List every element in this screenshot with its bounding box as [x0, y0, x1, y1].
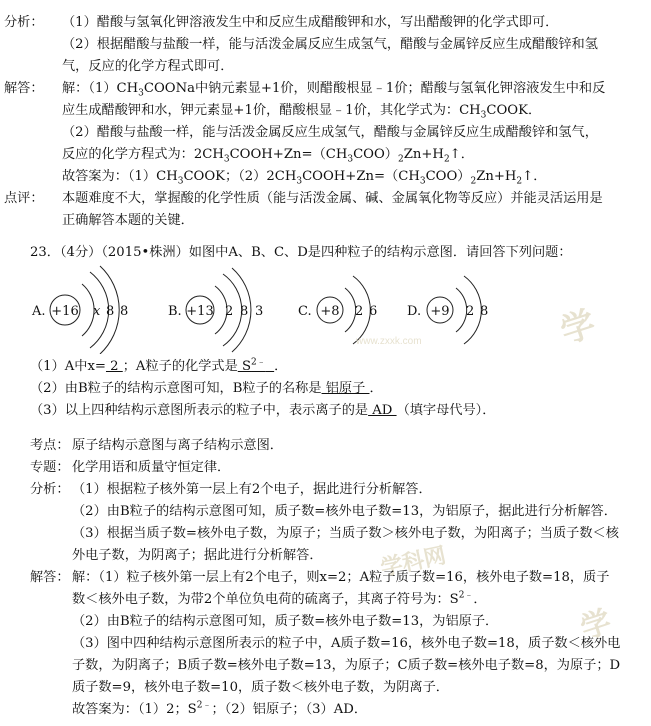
- answer-blank: 铝原子: [321, 381, 370, 396]
- answer-line: 解：$(1)CH_3COONa$中钠元素显+1价，则醋酸根显﹣1价；醋酸与氢氧化钾溶液发生中和反: [62, 81, 606, 99]
- analysis-line: （1）醋酸与氢氧化钾溶液发生中和反应生成醋酸钾和水，写出醋酸钾的化学式即可．: [62, 15, 559, 30]
- answer-final: 故答案为：（1）2；$S^{2﹣}$；（2）铝原子；（3）AD．: [72, 700, 368, 717]
- answer-line: （2）由B粒子的结构示意图可知，质子数=核外电子数=13，为铝原子．: [72, 614, 499, 629]
- analysis-line: （2）由B粒子的结构示意图可知，质子数=核外电子数=13，为铝原子，据此进行分析解答．: [72, 504, 617, 519]
- answer-line: 解：（1）粒子核外第一层上有2个电子，则x=2；A粒子质子数=16，核外电子数=18，质子: [72, 570, 610, 585]
- analysis-label: 分析：: [30, 482, 70, 497]
- answer-line: 质子数=9，核外电子数=10，质子数＜核外电子数，为阴离子．: [72, 680, 449, 695]
- atom-label: C.: [298, 304, 312, 319]
- comment-label: 点评：: [4, 191, 44, 206]
- answer-blank: 2: [105, 359, 123, 374]
- zhuanti-text: 化学用语和质量守恒定律．: [72, 460, 231, 475]
- atom-label: D.: [407, 304, 422, 319]
- shell-electrons: x: [93, 304, 101, 319]
- kaodian-text: 原子结构示意图与离子结构示意图．: [72, 438, 283, 453]
- comment-line: 本题难度不大，掌握酸的化学性质（能与活泼金属、碱、金属氧化物等反应）并能灵活运用是: [62, 191, 603, 206]
- atom-label: B.: [168, 304, 182, 319]
- shell-electrons: 2: [355, 304, 364, 319]
- analysis-line: 气，反应的化学方程式即可．: [62, 59, 234, 74]
- shell-electrons: 3: [255, 304, 264, 319]
- answer-label: 解答：: [30, 570, 70, 585]
- analysis-line: 外电子数，为阴离子；据此进行分析解答．: [72, 548, 323, 563]
- analysis-line: （1）根据粒子核外第一层上有2个电子，据此进行分析解答．: [72, 482, 432, 497]
- atom-label: A.: [32, 304, 46, 319]
- shell-electrons: 8: [106, 304, 115, 319]
- nucleus-charge: +9: [430, 304, 450, 319]
- analysis-line: （2）根据醋酸与盐酸一样，能与活泼金属反应生成氢气，醋酸与金属锌反应生成醋酸锌和氢: [62, 37, 598, 52]
- nucleus-charge: +16: [51, 304, 79, 319]
- answer-line: （3）图中四种结构示意图所表示的粒子中，A质子数=16，核外电子数=18，质子数＜核外电: [72, 636, 621, 651]
- sub-question-3: （3）以上四种结构示意图所表示的粒子中，表示离子的是 AD （填字母代号）．: [30, 403, 496, 418]
- answer-label: 解答：: [4, 81, 44, 96]
- watermark-logo: 学: [556, 304, 601, 352]
- question-title: 23．（4分）（2015•株洲）如图中A、B、C、D是四种粒子的结构示意图．请回答下列问题：: [30, 245, 572, 260]
- shell-electrons: 8: [240, 304, 249, 319]
- watermark-logo: 学科网: [378, 542, 449, 581]
- answer-blank: $S^{2﹣}$: [237, 357, 266, 374]
- shell-electrons: 6: [369, 304, 378, 319]
- sub-question-2: （2）由B粒子的结构示意图可知，B粒子的名称是 铝原子 ．: [30, 381, 383, 396]
- answer-line: 反应的化学方程式为：$2CH_3COOH+Zn=(CH_3COO)_2Zn+H_2↑$．: [62, 147, 474, 165]
- analysis-line: （3）根据当质子数=核外电子数，为原子；当质子数＞核外电子数，为阳离子；当质子数＜核: [72, 526, 619, 541]
- shell-electrons: 2: [466, 304, 475, 319]
- watermark-logo: 学: [576, 605, 616, 646]
- comment-line: 正确解答本题的关键．: [62, 213, 194, 228]
- analysis-label: 分析：: [4, 15, 44, 30]
- shell-electrons: 2: [225, 304, 234, 319]
- answer-line: 子数，为阴离子；B质子数=核外电子数=13，为原子；C质子数=核外电子数=8，为原子；D: [72, 658, 621, 673]
- answer-line: 数＜核外电子数，为带2个单位负电荷的硫离子，其离子符号为：$S^{2﹣}$．: [72, 590, 487, 607]
- answer-line: （2）醋酸与盐酸一样，能与活泼金属反应生成氢气，醋酸与金属锌反应生成醋酸锌和氢气，: [62, 125, 598, 140]
- answer-blank: AD: [368, 403, 397, 418]
- nucleus-charge: +8: [320, 304, 340, 319]
- zhuanti-label: 专题：: [30, 460, 70, 475]
- kaodian-label: 考点：: [30, 438, 70, 453]
- shell-electrons: 8: [480, 304, 489, 319]
- watermark-url: www.zxxk.com: [356, 336, 422, 347]
- sub-question-1: （1）A中x= 2 ；A粒子的化学式是 $S^{2﹣}$ ．: [30, 357, 288, 374]
- answer-line: 应生成醋酸钾和水，钾元素显+1价，醋酸根显﹣1价，其化学式为：$CH_3COOK$．: [62, 103, 542, 121]
- nucleus-charge: +13: [186, 304, 214, 319]
- shell-electrons: 8: [120, 304, 129, 319]
- answer-final: 故答案为：$(1)CH_3COOK$；$(2)2CH_3COOH+Zn=(CH_3COO)_2Zn+H_2↑$．: [62, 169, 547, 187]
